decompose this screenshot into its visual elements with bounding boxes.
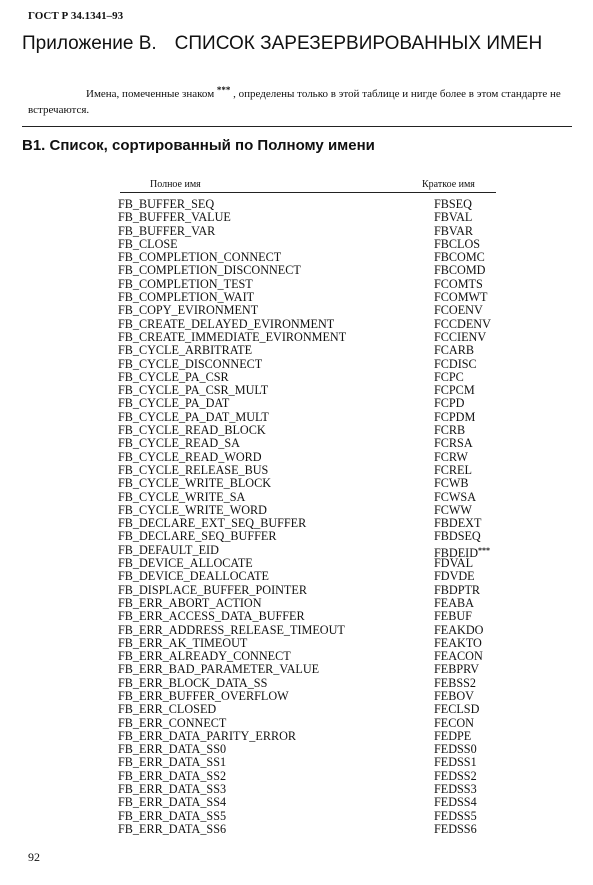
short-name-cell (434, 304, 483, 317)
short-name-text: FEDPE (434, 728, 472, 743)
full-name-cell: FB_ERR_DATA_PARITY_ERROR (118, 728, 297, 743)
full-name-cell: FB_ERR_DATA_SS4 (118, 795, 227, 810)
page-number: 92 (28, 850, 40, 864)
short-name-text: FEAKTO (434, 635, 482, 650)
full-name-cell: FB_CYCLE_PA_CSR_MULT (118, 383, 269, 398)
header-underline (120, 192, 496, 193)
short-name-cell (434, 810, 477, 823)
short-name-text: FEDSS5 (434, 808, 477, 823)
table-row (0, 331, 593, 344)
short-name-text: FCRSA (434, 436, 473, 451)
full-name-cell: FB_COPY_EVIRONMENT (118, 303, 259, 318)
table-row (0, 371, 593, 384)
table-row (0, 291, 593, 304)
table-row (0, 796, 593, 809)
short-name-text: FBCOMD (434, 263, 486, 278)
short-name-text: FCWB (434, 476, 469, 491)
short-name-text: FEACON (434, 649, 483, 664)
full-name-cell: FB_ERR_CONNECT (118, 715, 227, 730)
full-name-cell: FB_ERR_DATA_SS0 (118, 742, 227, 757)
full-name-cell: FB_COMPLETION_CONNECT (118, 250, 282, 265)
short-name-cell (434, 530, 481, 543)
short-name-cell (434, 610, 472, 623)
short-name-cell (434, 650, 483, 663)
full-name-cell: FB_ERR_BAD_PARAMETER_VALUE (118, 662, 320, 677)
short-name-text: FEDSS3 (434, 782, 477, 797)
table-row (0, 517, 593, 530)
short-name-cell (434, 743, 477, 756)
full-name-cell: FB_ERR_DATA_SS1 (118, 755, 227, 770)
table-row (0, 542, 593, 560)
short-name-cell (434, 411, 475, 424)
table-row (0, 278, 593, 291)
short-name-cell (434, 504, 472, 517)
full-name-cell: FB_DECLARE_SEQ_BUFFER (118, 529, 277, 544)
short-name-text: FCWSA (434, 489, 476, 504)
full-name-cell: FB_ERR_DATA_SS3 (118, 782, 227, 797)
table-row (0, 411, 593, 424)
table-row (0, 251, 593, 264)
table-row (0, 238, 593, 251)
short-name-cell (434, 677, 476, 690)
full-name-cell: FB_ERR_ABORT_ACTION (118, 595, 262, 610)
short-name-cell (434, 251, 485, 264)
short-name-text: FEDSS1 (434, 755, 477, 770)
short-name-cell (434, 437, 473, 450)
table-row (0, 384, 593, 397)
table-row (0, 225, 593, 238)
full-name-cell: FB_BUFFER_SEQ (118, 197, 215, 211)
full-name-cell: FB_ERR_ACCESS_DATA_BUFFER (118, 609, 305, 624)
short-name-text: FCCDENV (434, 316, 491, 331)
full-name-cell: FB_CYCLE_READ_BLOCK (118, 423, 266, 438)
column-header-short-name: Краткое имя (422, 179, 475, 190)
full-name-cell: FB_ERR_CLOSED (118, 702, 217, 717)
table-row (0, 783, 593, 796)
short-name-text: FCWW (434, 502, 472, 517)
table-row (0, 437, 593, 450)
short-name-text: FECLSD (434, 702, 480, 717)
short-name-text: FBSEQ (434, 197, 472, 211)
short-name-text: FBDSEQ (434, 529, 481, 544)
table-row (0, 358, 593, 371)
table-row (0, 264, 593, 277)
full-name-cell: FB_CYCLE_PA_DAT_MULT (118, 409, 269, 424)
full-name-cell: FB_CYCLE_DISCONNECT (118, 356, 263, 371)
short-name-text: FCPDM (434, 409, 476, 424)
table-row (0, 477, 593, 490)
short-name-text: FEDSS2 (434, 768, 477, 783)
short-name-cell (434, 238, 480, 251)
full-name-cell: FB_COMPLETION_WAIT (118, 290, 255, 305)
short-name-text: FBVAR (434, 223, 474, 238)
table-row (0, 823, 593, 836)
short-name-cell (434, 637, 482, 650)
short-name-cell (434, 211, 472, 224)
short-name-cell (434, 663, 479, 676)
table-row (0, 690, 593, 703)
short-name-text: FCCIENV (434, 329, 487, 344)
table-row (0, 491, 593, 504)
short-name-text: FCDISC (434, 356, 477, 371)
short-name-text: FCRW (434, 449, 468, 464)
short-name-cell (434, 225, 473, 238)
short-name-cell (434, 358, 477, 371)
full-name-cell: FB_ERR_ALREADY_CONNECT (118, 649, 291, 664)
table-row (0, 743, 593, 756)
short-name-cell (434, 597, 474, 610)
full-name-cell: FB_ERR_DATA_SS2 (118, 768, 227, 783)
appendix-heading (22, 33, 542, 55)
short-name-cell (434, 491, 476, 504)
short-name-cell (434, 278, 483, 291)
full-name-cell: FB_ERR_AK_TIMEOUT (118, 635, 248, 650)
short-name-cell (434, 783, 477, 796)
table-row (0, 717, 593, 730)
short-name-cell (434, 198, 472, 211)
full-name-cell: FB_DECLARE_EXT_SEQ_BUFFER (118, 516, 307, 531)
full-name-cell: FB_ERR_DATA_SS5 (118, 808, 227, 823)
short-name-text: FBDPTR (434, 582, 481, 597)
short-name-cell (434, 756, 477, 769)
intro-text-before: Имена, помеченные знаком (86, 88, 215, 100)
short-name-cell (434, 464, 472, 477)
short-name-text: FCOMWT (434, 290, 488, 305)
table-row (0, 504, 593, 517)
full-name-cell: FB_CYCLE_WRITE_SA (118, 489, 246, 504)
short-name-cell (434, 264, 485, 277)
column-header-full-name: Полное имя (150, 179, 201, 190)
short-name-text: FEBUF (434, 609, 472, 624)
full-name-cell: FB_CREATE_IMMEDIATE_EVIRONMENT (118, 329, 347, 344)
table-row (0, 464, 593, 477)
table-row (0, 624, 593, 637)
section-divider (22, 126, 572, 127)
short-name-text: FEBSS2 (434, 675, 477, 690)
full-name-cell: FB_COMPLETION_DISCONNECT (118, 263, 301, 278)
full-name-cell: FB_CYCLE_WRITE_BLOCK (118, 476, 272, 491)
table-row (0, 570, 593, 583)
short-name-cell (434, 384, 475, 397)
full-name-cell: FB_ERR_BLOCK_DATA_SS (118, 675, 268, 690)
short-name-cell (434, 730, 471, 743)
full-name-cell: FB_DISPLACE_BUFFER_POINTER (118, 582, 307, 597)
table-row (0, 344, 593, 357)
short-name-cell (434, 424, 465, 437)
intro-text-after: , определены только в этой таблице и нигде более в этом стандарте не встречаются. (28, 88, 561, 116)
names-table (0, 198, 593, 836)
reserved-marker: *** (478, 545, 491, 555)
full-name-cell: FB_CYCLE_READ_SA (118, 436, 240, 451)
full-name-cell: FB_CYCLE_READ_WORD (118, 449, 262, 464)
full-name-cell: FB_ERR_DATA_SS6 (118, 821, 227, 836)
full-name-cell: FB_DEVICE_ALLOCATE (118, 556, 253, 571)
short-name-cell (434, 344, 474, 357)
short-name-cell (434, 770, 477, 783)
short-name-cell (434, 291, 488, 304)
short-name-text: FDVDE (434, 569, 475, 584)
short-name-cell (434, 796, 477, 809)
short-name-text: FEAKDO (434, 622, 484, 637)
short-name-text: FCRB (434, 423, 466, 438)
short-name-cell (434, 371, 464, 384)
table-row (0, 637, 593, 650)
full-name-cell: FB_CYCLE_PA_CSR (118, 369, 229, 384)
table-row (0, 810, 593, 823)
short-name-text: FEBOV (434, 688, 474, 703)
short-name-cell (434, 517, 481, 530)
short-name-text: FBVAL (434, 210, 473, 225)
full-name-cell: FB_ERR_BUFFER_OVERFLOW (118, 688, 289, 703)
full-name-cell: FB_CLOSE (118, 236, 178, 251)
full-name-cell: FB_CREATE_DELAYED_EVIRONMENT (118, 316, 335, 331)
short-name-text: FCPCM (434, 383, 475, 398)
short-name-cell (434, 557, 473, 570)
document-code: ГОСТ Р 34.1341–93 (28, 10, 124, 22)
short-name-cell (434, 318, 491, 331)
appendix-title: СПИСОК ЗАРЕЗЕРВИРОВАННЫХ ИМЕН (174, 33, 543, 54)
short-name-text: FCOENV (434, 303, 483, 318)
table-row (0, 663, 593, 676)
short-name-text: FBCLOS (434, 236, 481, 251)
full-name-cell: FB_BUFFER_VAR (118, 223, 216, 238)
table-row (0, 650, 593, 663)
table-row (0, 304, 593, 317)
intro-paragraph (28, 82, 576, 118)
table-row (0, 198, 593, 211)
short-name-cell (434, 823, 477, 836)
table-row (0, 703, 593, 716)
short-name-text: FEDSS0 (434, 742, 477, 757)
table-row (0, 451, 593, 464)
short-name-text: FEDSS6 (434, 821, 477, 836)
full-name-cell: FB_CYCLE_RELEASE_BUS (118, 462, 269, 477)
table-row (0, 584, 593, 597)
full-name-cell: FB_COMPLETION_TEST (118, 276, 253, 291)
full-name-cell: FB_DEFAULT_EID (118, 542, 219, 557)
short-name-text: FCOMTS (434, 276, 483, 291)
short-name-cell (434, 451, 468, 464)
appendix-label: Приложение В. (22, 33, 157, 54)
short-name-text: FEABA (434, 595, 474, 610)
table-row (0, 318, 593, 331)
full-name-cell: FB_DEVICE_DEALLOCATE (118, 569, 269, 584)
full-name-cell: FB_ERR_ADDRESS_RELEASE_TIMEOUT (118, 622, 345, 637)
full-name-cell: FB_CYCLE_WRITE_WORD (118, 502, 267, 517)
table-row (0, 397, 593, 410)
short-name-text: FBCOMC (434, 250, 485, 265)
short-name-text: FECON (434, 715, 474, 730)
short-name-cell (434, 477, 469, 490)
table-row (0, 557, 593, 570)
table-row (0, 211, 593, 224)
short-name-cell (434, 690, 474, 703)
short-name-cell (434, 624, 483, 637)
short-name-cell (434, 717, 474, 730)
short-name-text: FCPC (434, 369, 464, 384)
table-row (0, 756, 593, 769)
short-name-text: FCREL (434, 462, 472, 477)
table-row (0, 677, 593, 690)
full-name-cell: FB_CYCLE_ARBITRATE (118, 343, 253, 358)
short-name-text: FCPD (434, 396, 465, 411)
short-name-text: FEBPRV (434, 662, 480, 677)
short-name-text: FEDSS4 (434, 795, 477, 810)
short-name-text: FCARB (434, 343, 474, 358)
table-row (0, 730, 593, 743)
table-row (0, 770, 593, 783)
intro-marker: *** (216, 85, 231, 95)
short-name-text: FDVAL (434, 556, 474, 571)
short-name-text: FBDEXT (434, 516, 482, 531)
table-row (0, 610, 593, 623)
full-name-cell: FB_CYCLE_PA_DAT (118, 396, 230, 411)
short-name-cell (434, 397, 465, 410)
table-row (0, 597, 593, 610)
section-title: В1. Список, сортированный по Полному имени (22, 137, 375, 154)
short-name-cell (434, 703, 479, 716)
short-name-text: FBDEID (434, 545, 479, 560)
table-row (0, 530, 593, 543)
short-name-cell (434, 584, 480, 597)
full-name-cell: FB_BUFFER_VALUE (118, 210, 231, 225)
table-row (0, 424, 593, 437)
short-name-cell (434, 570, 475, 583)
short-name-cell (434, 331, 486, 344)
